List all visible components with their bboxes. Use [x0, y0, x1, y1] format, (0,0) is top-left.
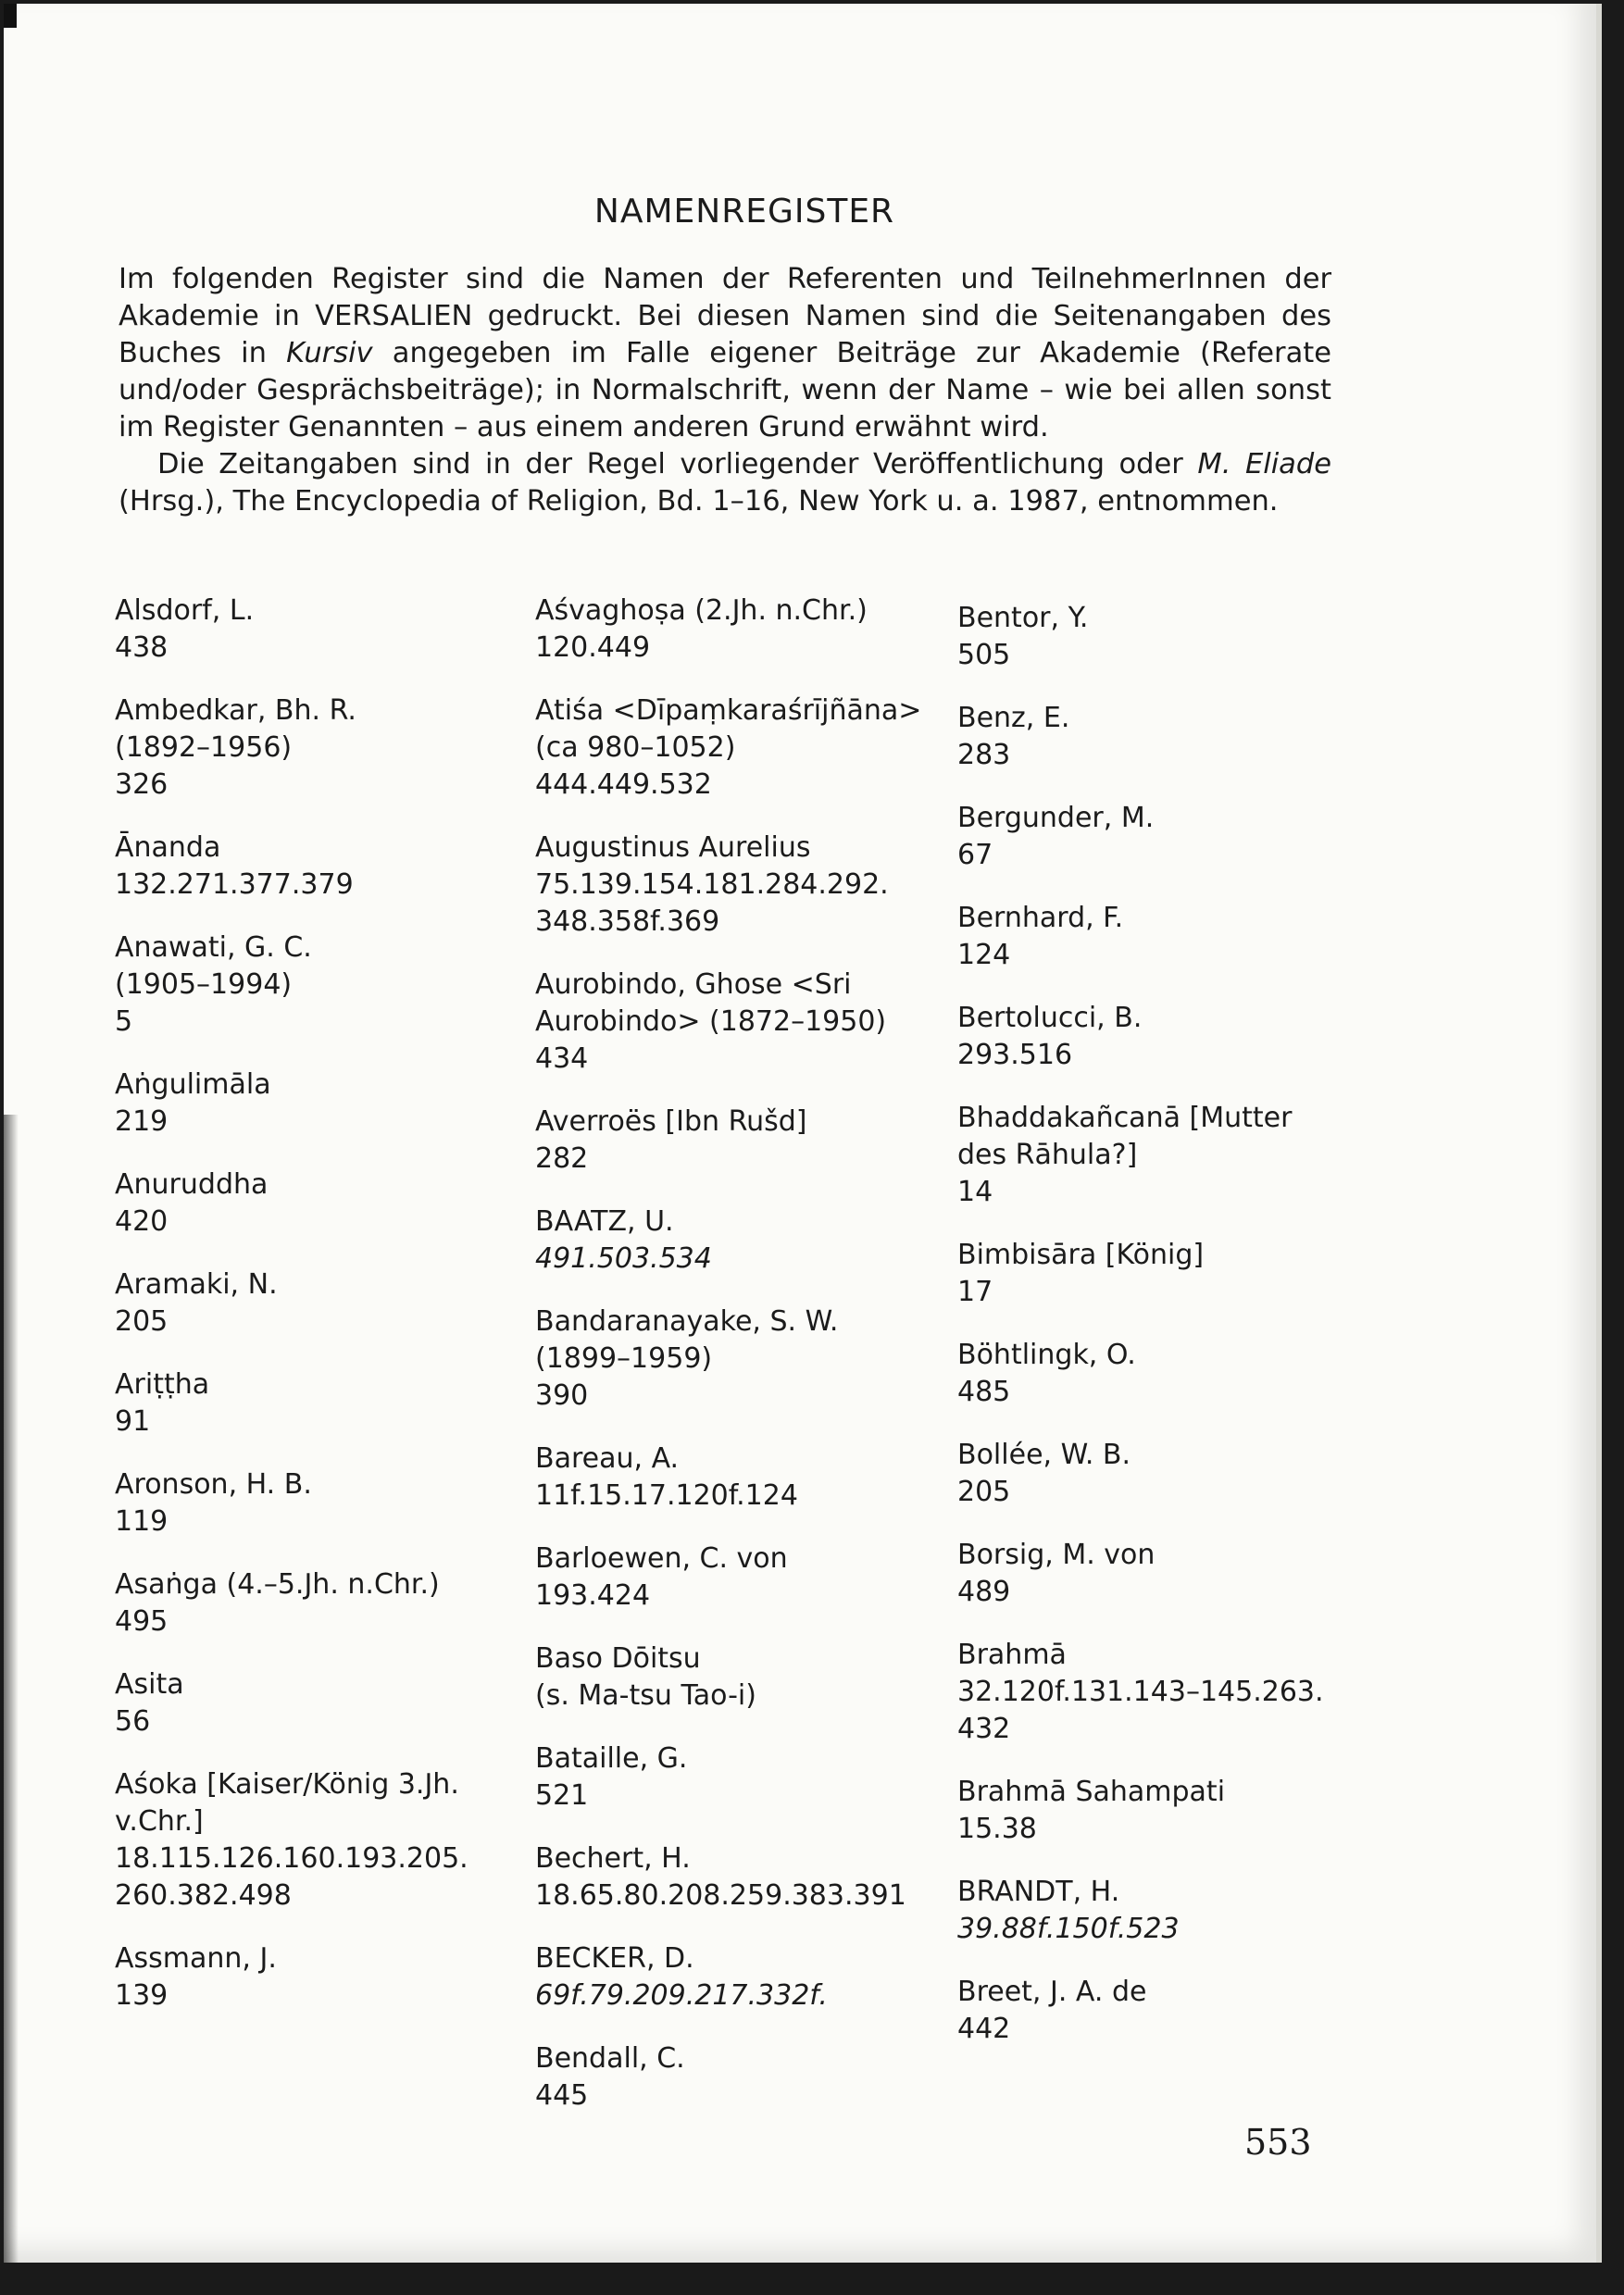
scan-corner-mark [4, 4, 17, 28]
entry-name-line: Asita [115, 1668, 184, 1701]
entry-page-refs: 219 [115, 1105, 169, 1138]
entry-name-line: Baso Dōitsu [535, 1642, 701, 1675]
page-title: NAMENREGISTER [593, 193, 895, 231]
entry-page-refs: 489 [957, 1576, 1011, 1608]
entry-name-line: Bimbisāra [König] [957, 1239, 1205, 1271]
index-entry [535, 1840, 943, 1915]
entry-page-refs: 56 [115, 1705, 151, 1738]
index-entry [535, 1303, 943, 1415]
entry-name-line: Bernhard, F. [957, 902, 1124, 934]
entry-name-line: Aśvaghoṣa (2.Jh. n.Chr.) [535, 594, 868, 627]
index-entry [957, 1974, 1365, 2048]
index-entry [115, 1940, 522, 2014]
index-entry [957, 700, 1365, 774]
entry-name-line: Ānanda [115, 831, 221, 864]
index-entry [535, 692, 943, 804]
index-entry [957, 1537, 1365, 1611]
entry-name-line: Breet, J. A. de [957, 1976, 1147, 2008]
entry-page-refs: 11f.15.17.120f.124 [535, 1479, 798, 1512]
index-entry [115, 1366, 522, 1441]
entry-name-line: BRANDT, H. [957, 1876, 1120, 1908]
index-entry [535, 1640, 943, 1715]
entry-name-line: Aurobindo> (1872–1950) [535, 1005, 887, 1038]
entry-name-line: Aronson, H. B. [115, 1468, 312, 1501]
entry-name-line: (s. Ma-tsu Tao-i) [535, 1679, 756, 1712]
page [4, 4, 1602, 2263]
entry-name-line: (1899–1959) [535, 1342, 713, 1375]
entry-name-line: BAATZ, U. [535, 1205, 674, 1238]
entry-name-line: Bertolucci, B. [957, 1002, 1143, 1034]
index-entry [957, 1874, 1365, 1948]
index-entry [957, 1637, 1365, 1748]
entry-page-refs: 17 [957, 1276, 993, 1308]
entry-page-refs: 326 [115, 768, 169, 801]
index-entry [535, 592, 943, 667]
entry-page-refs: 120.449 [535, 631, 651, 664]
entry-name-line: BECKER, D. [535, 1942, 694, 1975]
entry-name-line: Benz, E. [957, 702, 1070, 734]
index-entry [957, 1100, 1365, 1211]
index-entry [957, 1774, 1365, 1848]
intro-paragraph-2 [119, 446, 1331, 520]
entry-page-refs: 293.516 [957, 1039, 1073, 1071]
intro-p1-text-a: Im folgenden Register sind die Namen der Referenten und TeilnehmerInnen der Akademie in VERSALIEN gedruckt. Bei diesen Namen sind die Seitenangaben des Buches in [119, 263, 1331, 369]
entry-page-refs: 205 [115, 1305, 169, 1338]
index-entry [957, 1000, 1365, 1074]
entry-name-line: Bandaranayake, S. W. [535, 1305, 839, 1338]
intro-paragraph-1 [119, 261, 1331, 446]
entry-page-refs: 69f.79.209.217.332f. [535, 1979, 828, 2012]
index-column-1 [115, 592, 522, 2040]
entry-page-refs: 505 [957, 639, 1011, 671]
entry-name-line: Asaṅga (4.–5.Jh. n.Chr.) [115, 1568, 440, 1601]
index-entry [535, 1540, 943, 1615]
entry-page-refs: 14 [957, 1176, 993, 1208]
entry-name-line: Anuruddha [115, 1168, 269, 1201]
entry-name-line: Aramaki, N. [115, 1268, 278, 1301]
entry-name-line: Averroës [Ibn Rušd] [535, 1105, 807, 1138]
entry-page-refs: 348.358f.369 [535, 905, 720, 938]
entry-name-line: Bergunder, M. [957, 802, 1155, 834]
index-entry [535, 829, 943, 941]
entry-page-refs: 432 [957, 1713, 1011, 1745]
index-entry [957, 1437, 1365, 1511]
entry-page-refs: 491.503.534 [535, 1242, 712, 1275]
index-entry [535, 1204, 943, 1278]
entry-page-refs: 124 [957, 939, 1011, 971]
intro-text [119, 261, 1331, 520]
entry-name-line: Bechert, H. [535, 1842, 691, 1875]
entry-page-refs: 119 [115, 1505, 169, 1538]
index-entry [535, 1104, 943, 1178]
entry-name-line: Barloewen, C. von [535, 1542, 788, 1575]
index-entry [115, 829, 522, 904]
index-entry [957, 1237, 1365, 1311]
entry-name-line: Anawati, G. C. [115, 931, 312, 964]
entry-name-line: (1892–1956) [115, 731, 293, 764]
entry-page-refs: 5 [115, 1005, 133, 1038]
entry-name-line: Bendall, C. [535, 2042, 685, 2075]
entry-page-refs: 193.424 [535, 1579, 651, 1612]
entry-name-line: Aśoka [Kaiser/König 3.Jh. [115, 1768, 459, 1801]
index-entry [115, 1666, 522, 1740]
index-entry [535, 1740, 943, 1815]
entry-page-refs: 67 [957, 839, 993, 871]
entry-page-refs: 445 [535, 2079, 589, 2112]
entry-name-line: Bentor, Y. [957, 602, 1089, 634]
entry-name-line: v.Chr.] [115, 1805, 204, 1838]
index-entry [115, 692, 522, 804]
entry-name-line: Ariṭṭha [115, 1368, 210, 1401]
index-entry [115, 592, 522, 667]
entry-name-line: Atiśa <Dīpaṃkaraśrījñāna> [535, 694, 922, 727]
entry-name-line: Ambedkar, Bh. R. [115, 694, 356, 727]
entry-page-refs: 132.271.377.379 [115, 868, 354, 901]
entry-page-refs: 444.449.532 [535, 768, 712, 801]
intro-p2-italic: M. Eliade [1197, 448, 1331, 480]
index-entry [115, 929, 522, 1041]
entry-name-line: Assmann, J. [115, 1942, 277, 1975]
entry-page-refs: 260.382.498 [115, 1879, 292, 1912]
index-entry [115, 1166, 522, 1241]
index-entry [535, 1441, 943, 1515]
index-entry [957, 800, 1365, 874]
index-entry [535, 1940, 943, 2014]
entry-page-refs: 442 [957, 2013, 1011, 2045]
entry-name-line: Bollée, W. B. [957, 1439, 1131, 1471]
entry-page-refs: 18.65.80.208.259.383.391 [535, 1879, 906, 1912]
entry-page-refs: 420 [115, 1205, 169, 1238]
entry-page-refs: 438 [115, 631, 169, 664]
index-entry [115, 1566, 522, 1640]
entry-page-refs: 75.139.154.181.284.292. [535, 868, 889, 901]
index-entry [957, 600, 1365, 674]
index-column-2 [535, 592, 943, 2140]
entry-name-line: (1905–1994) [115, 968, 293, 1001]
intro-p2-text-a: Die Zeitangaben sind in der Regel vorliegender Veröffentlichung oder [157, 448, 1198, 480]
entry-name-line: Brahmā Sahampati [957, 1776, 1226, 1808]
entry-page-refs: 39.88f.150f.523 [957, 1913, 1180, 1945]
entry-name-line: Brahmā [957, 1639, 1067, 1671]
entry-page-refs: 15.38 [957, 1813, 1037, 1845]
entry-name-line: Bareau, A. [535, 1442, 680, 1475]
entry-page-refs: 434 [535, 1042, 589, 1075]
entry-page-refs: 32.120f.131.143–145.263. [957, 1676, 1324, 1708]
entry-name-line: des Rāhula?] [957, 1139, 1138, 1171]
index-entry [115, 1266, 522, 1341]
index-entry [957, 900, 1365, 974]
entry-page-refs: 139 [115, 1979, 169, 2012]
entry-page-refs: 91 [115, 1405, 151, 1438]
entry-name-line: Aurobindo, Ghose <Sri [535, 968, 852, 1001]
entry-page-refs: 283 [957, 739, 1011, 771]
index-entry [115, 1466, 522, 1540]
entry-name-line: Augustinus Aurelius [535, 831, 811, 864]
entry-page-refs: 495 [115, 1605, 169, 1638]
intro-p2-text-b: (Hrsg.), The Encyclopedia of Religion, Bd. 1–16, New York u. a. 1987, entnommen. [119, 485, 1279, 518]
entry-page-refs: 205 [957, 1476, 1011, 1508]
index-entry [957, 1337, 1365, 1411]
entry-name-line: (ca 980–1052) [535, 731, 736, 764]
entry-name-line: Bataille, G. [535, 1742, 688, 1775]
entry-page-refs: 18.115.126.160.193.205. [115, 1842, 468, 1875]
index-column-3 [957, 600, 1365, 2074]
entry-name-line: Böhtlingk, O. [957, 1339, 1136, 1371]
entry-name-line: Alsdorf, L. [115, 594, 255, 627]
entry-name-line: Bhaddakañcanā [Mutter [957, 1102, 1293, 1134]
entry-page-refs: 390 [535, 1379, 589, 1412]
binding-shadow [4, 1115, 19, 2263]
intro-p1-kursiv: Kursiv [286, 337, 373, 369]
entry-page-refs: 521 [535, 1779, 589, 1812]
index-entry [115, 1066, 522, 1141]
entry-page-refs: 282 [535, 1142, 589, 1175]
page-number: 553 [1244, 2122, 1312, 2163]
entry-page-refs: 485 [957, 1376, 1011, 1408]
entry-name-line: Borsig, M. von [957, 1539, 1156, 1571]
index-entry [115, 1766, 522, 1915]
index-entry [535, 967, 943, 1078]
intro-p1-text-b: angegeben im Falle eigener Beiträge zur Akademie (Referate und/oder Gesprächsbeiträge); in Normalschrift, wenn der Name – wie bei allen sonst im Register Genannten – aus einem anderen Grund erwähnt wird. [119, 337, 1331, 443]
index-entry [535, 2040, 943, 2114]
entry-name-line: Aṅgulimāla [115, 1068, 271, 1101]
